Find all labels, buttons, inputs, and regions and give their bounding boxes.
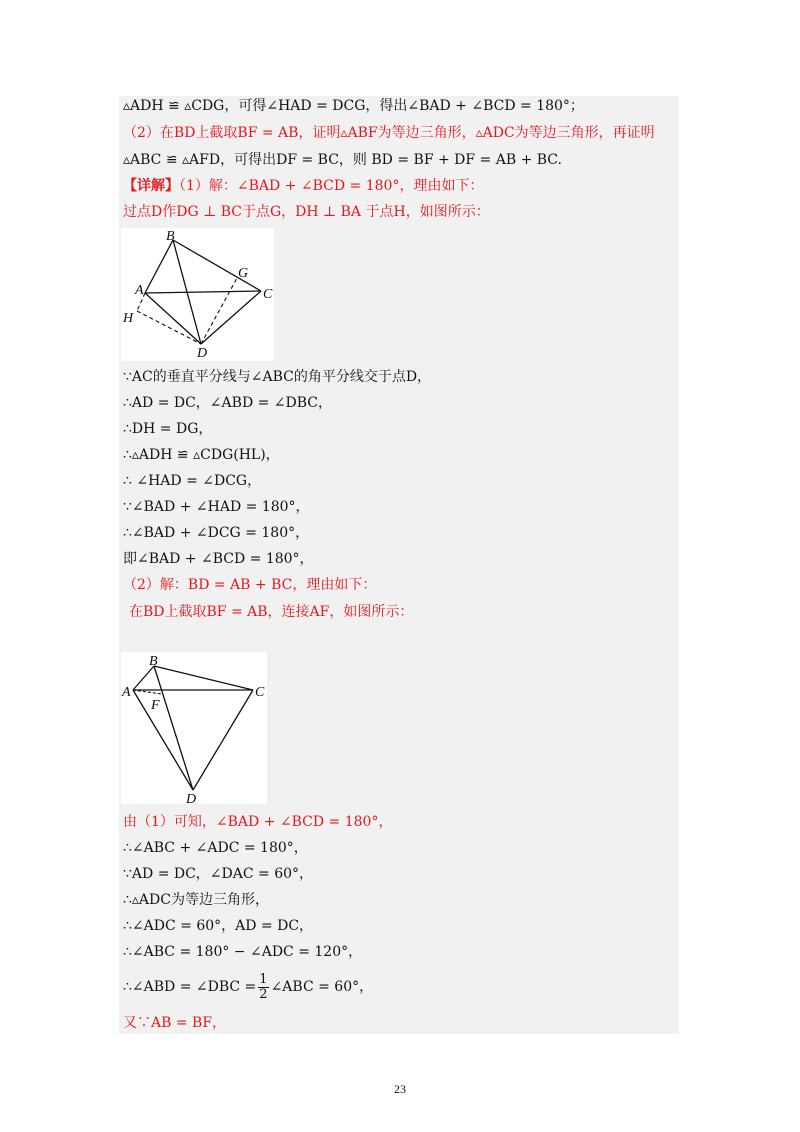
text-line-18: ∵AD = DC，∠DAC = 60°， <box>123 866 314 882</box>
text-line-5: 过点D作DG ⊥ BC于点G，DH ⊥ BA 于点H，如图所示： <box>123 204 490 220</box>
detail-tag: 【详解】 <box>123 178 179 194</box>
text-line-11: ∵∠BAD + ∠HAD = 180°， <box>123 499 310 515</box>
text-line-16: 由（1）可知，∠BAD + ∠BCD = 180°， <box>123 814 393 830</box>
text-line-13: 即∠BAD + ∠BCD = 180°， <box>123 551 314 567</box>
fig2-label-c: C <box>255 685 265 700</box>
line22-pre: ∴∠ABD = ∠DBC = <box>123 979 257 995</box>
text-line-15: 在BD上截取BF = AB，连接AF，如图所示： <box>129 604 414 620</box>
fig1-label-b: B <box>166 229 175 244</box>
text-line-19: ∴▵ADC为等边三角形， <box>123 892 269 908</box>
fig2-label-d: D <box>186 792 197 804</box>
fraction-half <box>258 973 268 1002</box>
text-line-3: ▵ABC ≌ ▵AFD，可得出DF = BC，则 BD = BF + DF = AB + BC. <box>123 152 562 168</box>
line23-text: 又∵AB = BF， <box>123 1015 227 1031</box>
text-line-9: ∴▵ADH ≌ ▵CDG(HL)， <box>123 447 280 463</box>
fig1-label-d: D <box>197 346 208 361</box>
fig1-label-g: G <box>238 266 249 281</box>
fig1-label-a: A <box>135 283 144 298</box>
fig1-label-h: H <box>123 311 134 326</box>
text-line-1: ▵ADH ≌ ▵CDG，可得∠HAD = DCG，得出∠BAD + ∠BCD = 180°； <box>123 98 584 114</box>
fig2-label-b: B <box>149 654 158 669</box>
detail-part1: （1）解：∠BAD + ∠BCD = 180°，理由如下： <box>179 178 484 194</box>
line6-text: ∵AC的垂直平分线与∠ABC的角平分线交于点D， <box>123 369 432 385</box>
fraction-numerator: 1 <box>259 971 268 987</box>
text-line-20: ∴∠ADC = 60°，AD = DC， <box>123 918 314 934</box>
text-line-4 <box>123 177 483 195</box>
line22-post: ∠ABC = 60°， <box>270 979 374 995</box>
text-line-14: （2）解：BD = AB + BC，理由如下： <box>123 577 377 593</box>
fig1-label-c: C <box>263 287 273 302</box>
text-line-8: ∴DH = DG， <box>123 421 213 437</box>
text-line-23 <box>123 1014 226 1032</box>
fig2-label-a: A <box>122 685 131 700</box>
text-line-6 <box>123 368 431 386</box>
figure-1 <box>121 228 274 361</box>
page-number: 23 <box>394 1082 406 1096</box>
text-line-21: ∴∠ABC = 180° − ∠ADC = 120°， <box>123 944 363 960</box>
text-line-17: ∴∠ABC + ∠ADC = 180°， <box>123 840 308 856</box>
text-line-7: ∴AD = DC，∠ABD = ∠DBC， <box>123 395 333 411</box>
text-line-10: ∴ ∠HAD = ∠DCG， <box>123 473 262 489</box>
fig2-label-f: F <box>151 698 160 713</box>
figure-2 <box>121 652 267 804</box>
text-line-12: ∴∠BAD + ∠DCG = 180°， <box>123 525 310 541</box>
text-line-2: （2）在BD上截取BF = AB，证明▵ABF为等边三角形，▵ADC为等边三角形，再证明 <box>123 125 655 141</box>
text-line-22 <box>123 972 373 1002</box>
fraction-denominator: 2 <box>259 986 268 1002</box>
